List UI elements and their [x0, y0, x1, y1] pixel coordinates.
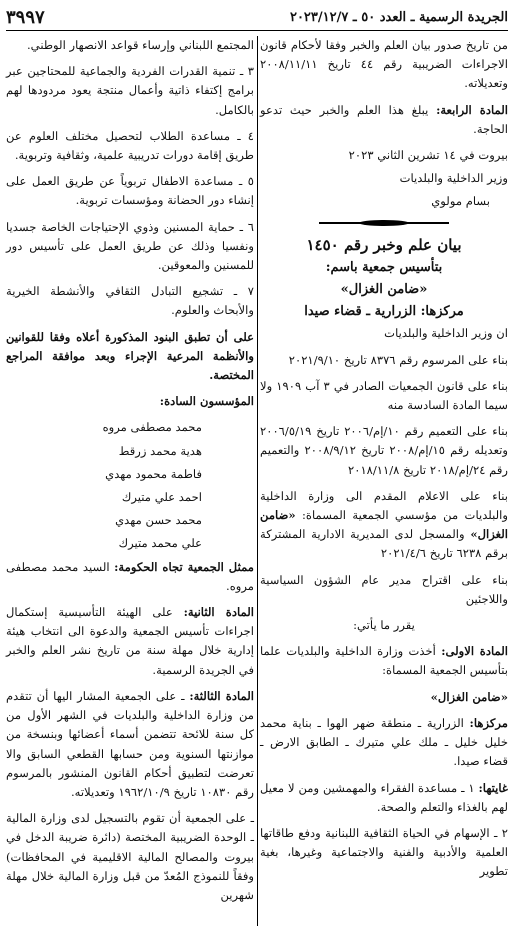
- article-1-text: أخذت وزارة الداخلية والبلديات علما بتأسيس الجمعية المسماة:: [260, 644, 508, 678]
- tax-law-paragraph: من تاريخ صدور بيان العلم والخبر وفقا لأحكام قانون الاجراءات الضريبية رقم ٤٤ تاريخ ٢٠٠٨/١١/١١ وتعديلاته.: [260, 38, 508, 91]
- right-column: [260, 36, 508, 889]
- representative-label: ممثل الجمعية تجاه الحكومة:: [114, 559, 254, 574]
- goals-paragraph: [260, 779, 508, 817]
- notice-title: بيان علم وخبر رقم ١٤٥٠: [306, 235, 462, 254]
- founder-name: فاطمة محمود مهدي: [105, 466, 202, 481]
- place-date: بيروت في ١٤ تشرين الثاني ٢٠٢٣: [348, 148, 508, 163]
- association-name: «ضامن الغزال»: [340, 282, 428, 298]
- signature-block: [260, 146, 508, 212]
- founder-name: هدية محمد زرقط: [118, 443, 202, 458]
- article-2-text: على الهيئة التأسيسية إستكمال اجراءات تأسيس الجمعية والدعوة الى انتخاب هيئة إدارية خلال مهلة سنة من تاريخ نشر العلم والخبر في الجريدة الرسمية.: [6, 605, 254, 677]
- article-1-association-name: «ضامن الغزال»: [430, 689, 508, 704]
- founder-name: محمد حسن مهدي: [115, 513, 202, 528]
- minister-name: بسام مولوي: [431, 194, 490, 209]
- article-3: [6, 687, 254, 802]
- notice-reference: [260, 487, 508, 564]
- goal-7: ٧ ـ تشجيع التبادل الثقافي والأنشطة الخيرية والأبحاث والعلوم.: [6, 284, 254, 318]
- notice-reference-name: «ضامن الغزال»: [260, 508, 508, 542]
- column-divider: [257, 36, 258, 926]
- headquarters-paragraph: [260, 714, 508, 772]
- founder-name: احمد علي متيرك: [121, 490, 202, 505]
- article-3-label: المادة الثالثة:: [189, 688, 254, 703]
- headquarters-line: مركزها: الزرارية ـ قضاء صيدا: [304, 304, 464, 320]
- decision-line: يقرر ما يأتي:: [353, 618, 415, 633]
- goal-2-start: ٢ ـ الإسهام في الحياة الثقافية اللبنانية ودفع طاقاتها العلمية والأدبية والفنية والاجتماعية وغيرها، بغية تطوير: [260, 825, 508, 879]
- decree-reference: بناء على المرسوم رقم ٨٣٧٦ تاريخ ٢٠٢١/٩/١٠: [288, 352, 508, 367]
- article-3-tax-registration: ـ على الجمعية أن تقوم بالتسجيل لدى وزارة المالية ـ الوحدة الضريبية المختصة (دائرة ضريبة الدخل في بيروت والمصالح المالية الاقليمية في المحافظات) وفقاً للنموذج المُعدّ من قبل وزارة المالية خلال مهلة شهرين: [6, 811, 254, 902]
- article-1-label: المادة الاولى:: [441, 644, 508, 659]
- page-number: ٣٩٩٧: [6, 6, 45, 28]
- minister-title: وزير الداخلية والبلديات: [399, 171, 508, 186]
- founder-name: علي محمد متيرك: [118, 536, 202, 551]
- article-1: [260, 642, 508, 680]
- founders-label: المؤسسون السادة:: [159, 394, 254, 409]
- article-4-label: المادة الرابعة:: [436, 102, 508, 117]
- goal-2-end: المجتمع اللبناني وإرساء قواعد الانصهار الوطني.: [26, 38, 254, 52]
- proposal-reference: بناء على اقتراح مدير عام الشؤون السياسية واللاجئين: [260, 572, 508, 606]
- goals-label: غايتها:: [478, 780, 508, 795]
- goal-1-text: ١ ـ مساعدة الفقراء والمهمشين ومن لا معيل لهم بالغذاء والتعلم والصحة.: [260, 780, 508, 814]
- article-3-text: ـ على الجمعية المشار اليها أن تتقدم من وزارة الداخلية والبلديات في الشهر الأول من كل سنة للائحة تتضمن أسماء أعضائها وبنسخة من موازنتها السنوية ومن حسابها القطعي السابق والا تعرضت لتطبيق أحكام القانون المنشور بالمرسوم رقم ١٠٨٣٠ تاريخ ١٩٦٢/١٠/٩ وتعديلاته.: [6, 688, 254, 799]
- circular-reference: بناء على التعميم رقم ١٠/إم/٢٠٠٦ تاريخ ٢٠٠٦/٥/١٩ وتعديله رقم ١٥/إم/٢٠٠٨ تاريخ ٢٠٠٨/٩/١٢ والتعميم رقم ٢٤/إم/٢٠١٨ تاريخ ٢٠١٨/١١/٨: [260, 424, 508, 477]
- notice-subtitle: بتأسيس جمعية باسم:: [325, 259, 443, 275]
- goal-6: ٦ ـ حماية المسنين وذوي الإحتياجات الخاصة جسديا ونفسيا وذلك عن طريق العمل على تأسيس دور للمسنين والمعوقين.: [6, 219, 254, 273]
- application-clause: على أن تطبق البنود المذكورة أعلاه وفقا للقوانين والأنظمة المرعية الإجراء وبعد موافقة المراجع المختصة.: [6, 329, 254, 383]
- left-column: [6, 36, 254, 912]
- article-2-label: المادة الثانية:: [183, 605, 254, 620]
- founders-list: [6, 418, 254, 553]
- headquarters-text: الزرارية ـ منطقة ضهر الهوا ـ بناية محمد خليل خليل ـ ملك علي متيرك ـ الطابق الارض ـ قضاء صيدا.: [260, 715, 508, 769]
- page-header: [6, 4, 508, 31]
- law-reference: بناء على قانون الجمعيات الصادر في ٣ آب ١٩٠٩ ولا سيما المادة السادسة منه: [260, 378, 508, 413]
- section-ornament: [319, 220, 449, 226]
- goal-5: ٥ ـ مساعدة الاطفال تربوياً عن طريق العمل على إنشاء دور الحضانة ومؤسسات تربوية.: [6, 174, 254, 208]
- gazette-issue-title: الجريدة الرسمية ـ العدد ٥٠ ـ ٢٠٢٣/١٢/٧: [289, 9, 508, 25]
- minister-intro: ان وزير الداخلية والبلديات: [384, 326, 508, 341]
- goal-3: ٣ ـ تنمية القدرات الفردية والجماعية للمحتاجين عبر برامج إكتفاء ذاتية وأعمال منتجة يعود مردودها لهم بالكامل.: [6, 64, 254, 117]
- government-representative: [6, 558, 254, 596]
- headquarters-label: مركزها:: [469, 715, 508, 730]
- article-4-text: يبلغ هذا العلم والخبر حيث تدعو الحاجة.: [260, 102, 508, 136]
- founder-name: محمد مصطفى مروه: [102, 420, 202, 435]
- notice-reference-end: والمسجل لدى المديرية الادارية المشتركة برقم ٦٢٣٨ تاريخ ٢٠٢١/٤/٦: [260, 527, 508, 561]
- goal-4: ٤ ـ مساعدة الطلاب لتحصيل مختلف العلوم عن طريق إقامة دورات تدريبية علمية، وثقافية وتربوية.: [6, 128, 254, 163]
- notice-reference-start: بناء على الاعلام المقدم الى وزارة الداخلية والبلديات من مؤسسي الجمعية المسماة:: [260, 488, 508, 523]
- representative-name: السيد محمد مصطفى مروه.: [6, 559, 254, 593]
- article-2: [6, 603, 254, 680]
- article-4: [260, 101, 508, 139]
